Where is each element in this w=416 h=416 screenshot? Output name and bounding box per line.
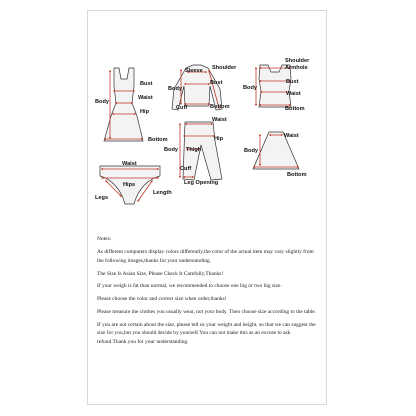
skirt-bottom-label: Bottom (287, 172, 307, 178)
measurement-diagram (88, 11, 328, 229)
pants-cuff-label: Cuff (180, 166, 192, 172)
vest-bottom-label: Bottom (285, 106, 305, 112)
note-color-variance: As different computers display colors differeutly,the color of the actual item may vary slightly from the following images,thanks for your understanding. (97, 249, 314, 264)
skirt-waist-label: Waist (284, 133, 299, 139)
pants-thigh-label: Thigh (186, 147, 202, 153)
vest-bust-label: Bust (286, 79, 299, 85)
underwear-hips-label: Hips (123, 182, 136, 188)
size-guide-card (87, 10, 327, 405)
dress-hip-label: Hip (140, 109, 150, 115)
pants-leg-opening-label: Leg Opening (184, 180, 219, 186)
top-illustration (168, 65, 237, 111)
vest-waist-label: Waist (286, 91, 301, 97)
top-shoulder-label: Shoulder (212, 65, 237, 71)
dress-bottom-label: Bottom (148, 137, 168, 143)
note-asian-size: The Size Is Asian Size, Please Check It Carefully,Thanks! (97, 270, 224, 277)
top-bust-label: Bust (210, 80, 223, 86)
underwear-length-label: Length (153, 190, 172, 196)
vest-illustration (243, 58, 310, 112)
pants-body-label: Body (164, 147, 178, 153)
top-body-label: Body (168, 86, 182, 92)
underwear-illustration (95, 161, 172, 204)
pants-illustration (164, 117, 227, 186)
dress-body-label: Body (95, 99, 109, 105)
skirt-illustration (244, 132, 307, 178)
top-sleeve-label: Sleeve (185, 68, 203, 74)
dress-illustration (95, 68, 168, 143)
note-size-up: If your weigh is fat than normal, we recommended to choose one big or two big size. (97, 283, 282, 290)
vest-shoulder-label: Shoulder (285, 58, 310, 64)
pants-waist-label: Waist (212, 117, 227, 123)
underwear-legs-label: Legs (95, 195, 109, 201)
notes-title: Notes: (97, 236, 112, 242)
dress-bust-label: Bust (140, 81, 153, 87)
note-measure-clothes: Please measure the clothes you usually wear, not your body. Then choose size according to the table. (97, 308, 317, 315)
vest-armhole-label: Armhole (285, 65, 308, 71)
top-cuff-label: Cuff (176, 105, 188, 111)
notes-section (97, 235, 321, 351)
top-bottom-label: Bottom (210, 104, 230, 110)
vest-body-label: Body (243, 85, 257, 91)
note-choose-color: Please choose the color and correct size when order,thanks! (97, 296, 227, 303)
note-size-advice: If you are not certain about the size, please tell us your weight and height, so that we can suggest the size for you,but you should decide by yourself.You can not make this as an excuse to ask refund.Thank you for your understanding. (97, 321, 316, 345)
skirt-body-label: Body (244, 148, 258, 154)
underwear-waist-label: Waist (122, 161, 137, 167)
dress-waist-label: Waist (138, 95, 153, 101)
pants-hip-label: Hip (214, 136, 224, 142)
